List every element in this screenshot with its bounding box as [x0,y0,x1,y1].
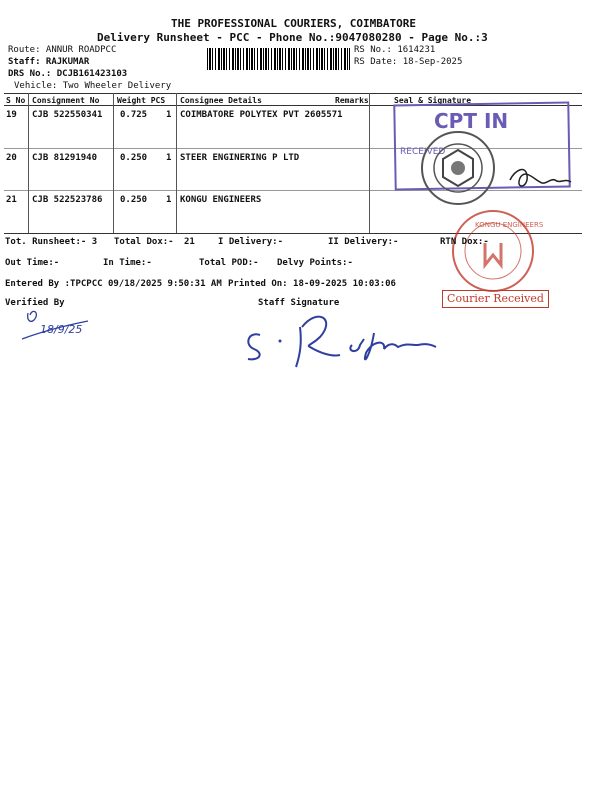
total-pod: Total POD:- [199,258,259,268]
table-row-pcs: 1 [166,110,172,120]
table-row-consignment: CJB 81291940 [32,153,98,163]
col-divider [28,93,29,233]
table-row-consignee: COIMBATORE POLYTEX PVT 2605571 [180,110,343,120]
company-title: THE PROFESSIONAL COURIERS, COIMBATORE [171,17,417,30]
tot-runsheet: Tot. Runsheet:- 3 [5,237,98,247]
table-row-sno: 19 [6,110,17,120]
header-weight-pcs: Weight PCS [117,96,166,105]
vehicle-label: Vehicle: Two Wheeler Delivery [14,81,172,91]
courier-received-stamp: Courier Received [442,290,549,308]
rtn-dox: RTN Dox:- [440,237,489,247]
col-divider [176,93,177,233]
table-row-consignment: CJB 522523786 [32,195,103,205]
table-row-consignee: STEER ENGINERING P LTD [180,153,300,163]
entered-by: Entered By :TPCPCC 09/18/2025 9:50:31 AM [5,279,222,289]
table-row-weight: 0.725 [120,110,148,120]
i-delivery: I Delivery:- [218,237,284,247]
table-row-sno: 20 [6,153,17,163]
route-label: Route: ANNUR ROADPCC [8,45,117,55]
header-consignee: Consignee Details [180,96,262,105]
table-row-pcs: 1 [166,195,172,205]
verified-signature [18,305,98,345]
col-divider [369,93,370,233]
total-dox-value: 21 [184,237,195,247]
runsheet-subtitle: Delivery Runsheet - PCC - Phone No.:9047080280 - Page No.:3 [97,31,488,44]
total-dox-label: Total Dox:- [114,237,174,247]
table-row-pcs: 1 [166,153,172,163]
header-consignment: Consignment No [32,96,100,105]
receiver-signature [505,160,575,200]
table-row-consignee: KONGU ENGINEERS [180,195,262,205]
header-sno: S No [6,96,26,105]
in-time: In Time:- [103,258,152,268]
staff-label: Staff: RAJKUMAR [8,57,90,67]
table-row-consignment: CJB 522550341 [32,110,103,120]
table-row-weight: 0.250 [120,195,148,205]
header-remarks: Remarks [335,96,369,105]
rs-number: RS No.: 1614231 [354,45,436,55]
cpt-in-text: CPT IN [434,109,509,133]
barcode [207,48,350,70]
table-row-sno: 21 [6,195,17,205]
staff-signature-label: Staff Signature [258,298,340,308]
rs-date: RS Date: 18-Sep-2025 [354,57,463,67]
kongu-engineers-stamp [445,205,545,295]
verified-date: 18/9/25 [40,323,83,336]
header-seal: Seal & Signature [394,96,472,105]
table-row-weight: 0.250 [120,153,148,163]
delvy-points: Delvy Points:- [277,258,353,268]
staff-signature [240,305,440,380]
company-seal [418,128,498,208]
verified-by-label: Verified By [5,298,65,308]
ii-delivery: II Delivery:- [328,237,399,247]
printed-on: Printed On: 18-09-2025 10:03:06 [228,279,396,289]
col-divider [113,93,114,233]
out-time: Out Time:- [5,258,60,268]
received-text: RECEIVED [400,147,446,157]
drs-number: DRS No.: DCJB161423103 [8,69,128,79]
table-top-line [4,93,582,94]
kongu-ring-text: KONGU ENGINEERS [475,221,544,229]
